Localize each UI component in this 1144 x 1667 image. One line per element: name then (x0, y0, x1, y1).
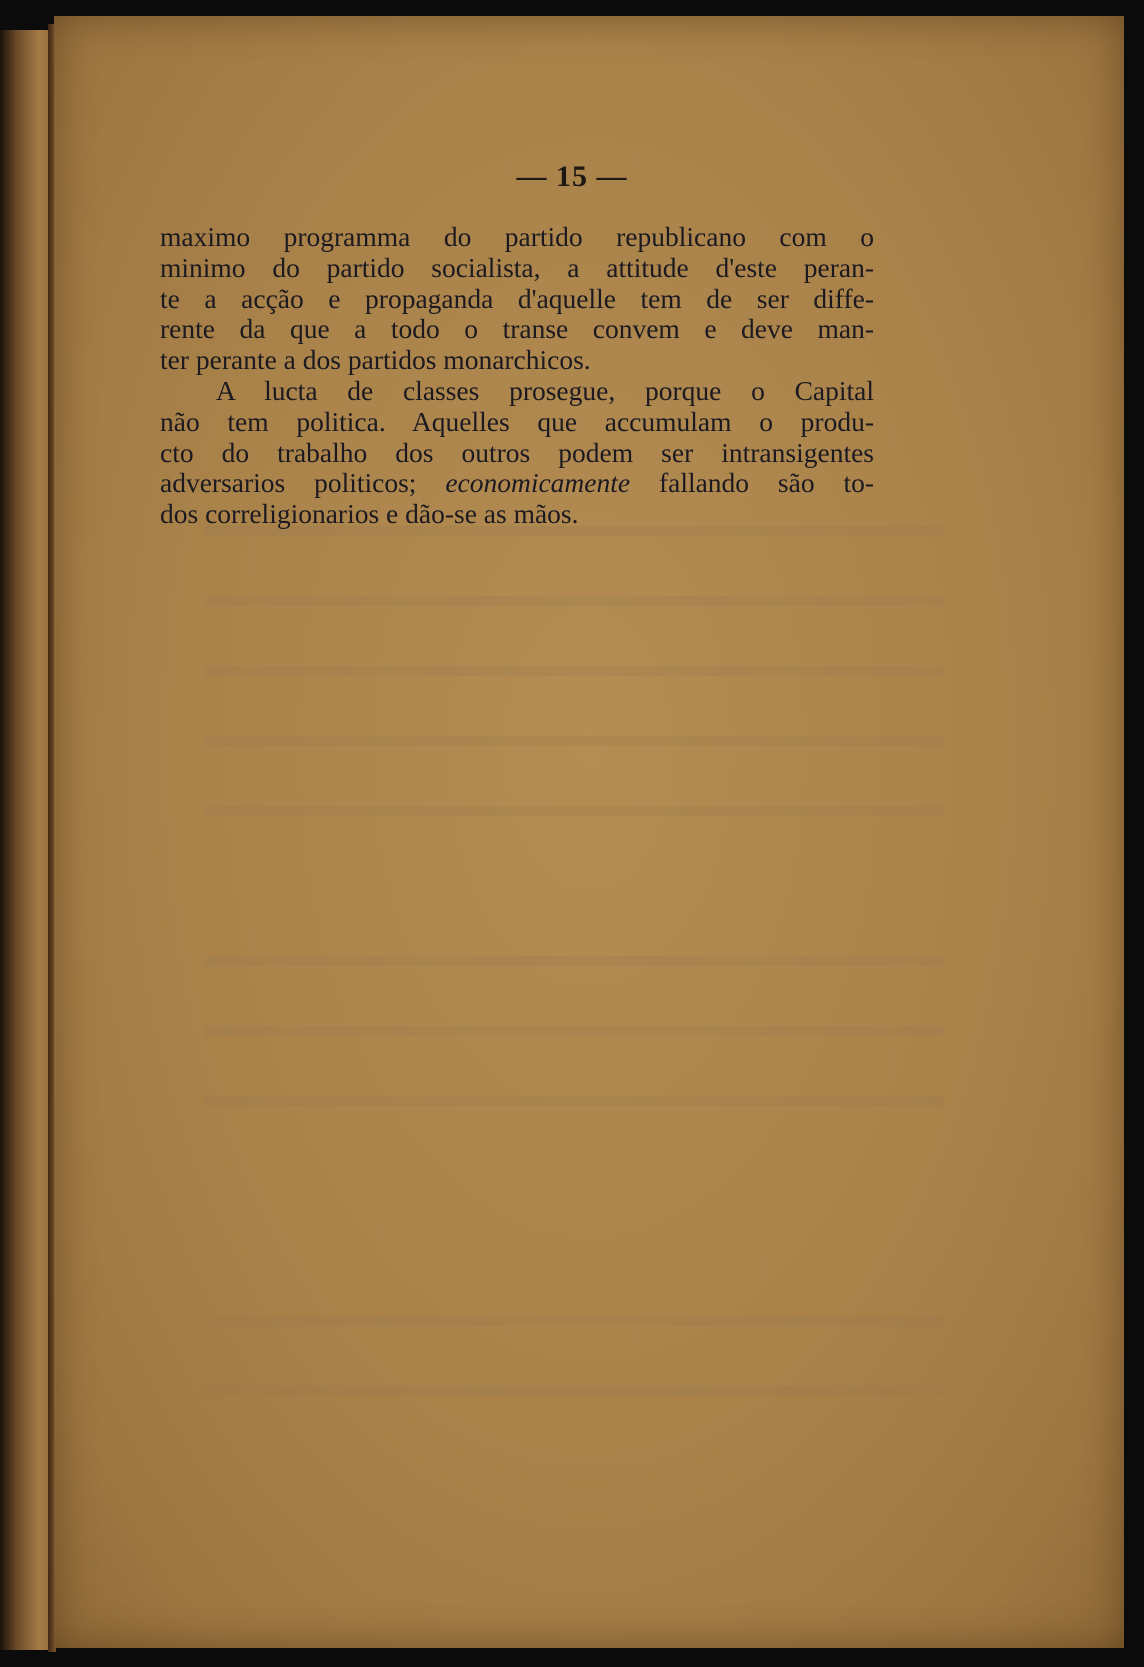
italic-word: economicamente (445, 467, 631, 499)
text-segment: fallando são to- (630, 467, 874, 499)
bleed-through-mark (204, 736, 944, 746)
text-line: te a acção e propaganda d'aquelle tem de ser diffe- (160, 282, 874, 314)
text-line: ter perante a dos partidos monarchicos. (160, 344, 591, 376)
page-number: — 15 — (516, 160, 628, 193)
text-line: não tem politica. Aquelles que accumulam o produ- (160, 405, 874, 437)
text-line-mixed (160, 468, 874, 499)
bleed-through-mark (204, 1316, 944, 1326)
bleed-through-mark (204, 1386, 944, 1396)
text-line: A lucta de classes prosegue, porque o Capital (216, 374, 874, 406)
bleed-through-mark (204, 666, 944, 676)
text-line: maximo programma do partido republicano com o (160, 221, 874, 252)
text-line: rente da que a todo o transe convem e deve man- (160, 313, 874, 345)
text-line: dos correligionarios e dão-se as mãos. (160, 498, 579, 530)
text-line: cto do trabalho dos outros podem ser intransigentes (160, 436, 874, 468)
text-segment: adversarios politicos; (160, 467, 446, 499)
bleed-through-mark (204, 956, 944, 966)
bleed-through-mark (204, 596, 944, 606)
bleed-through-mark (204, 806, 944, 816)
body-text (160, 222, 874, 530)
bleed-through-mark (204, 1026, 944, 1036)
bleed-through-mark (204, 1096, 944, 1106)
text-line: minimo do partido socialista, a attitude d'este peran- (160, 251, 874, 283)
